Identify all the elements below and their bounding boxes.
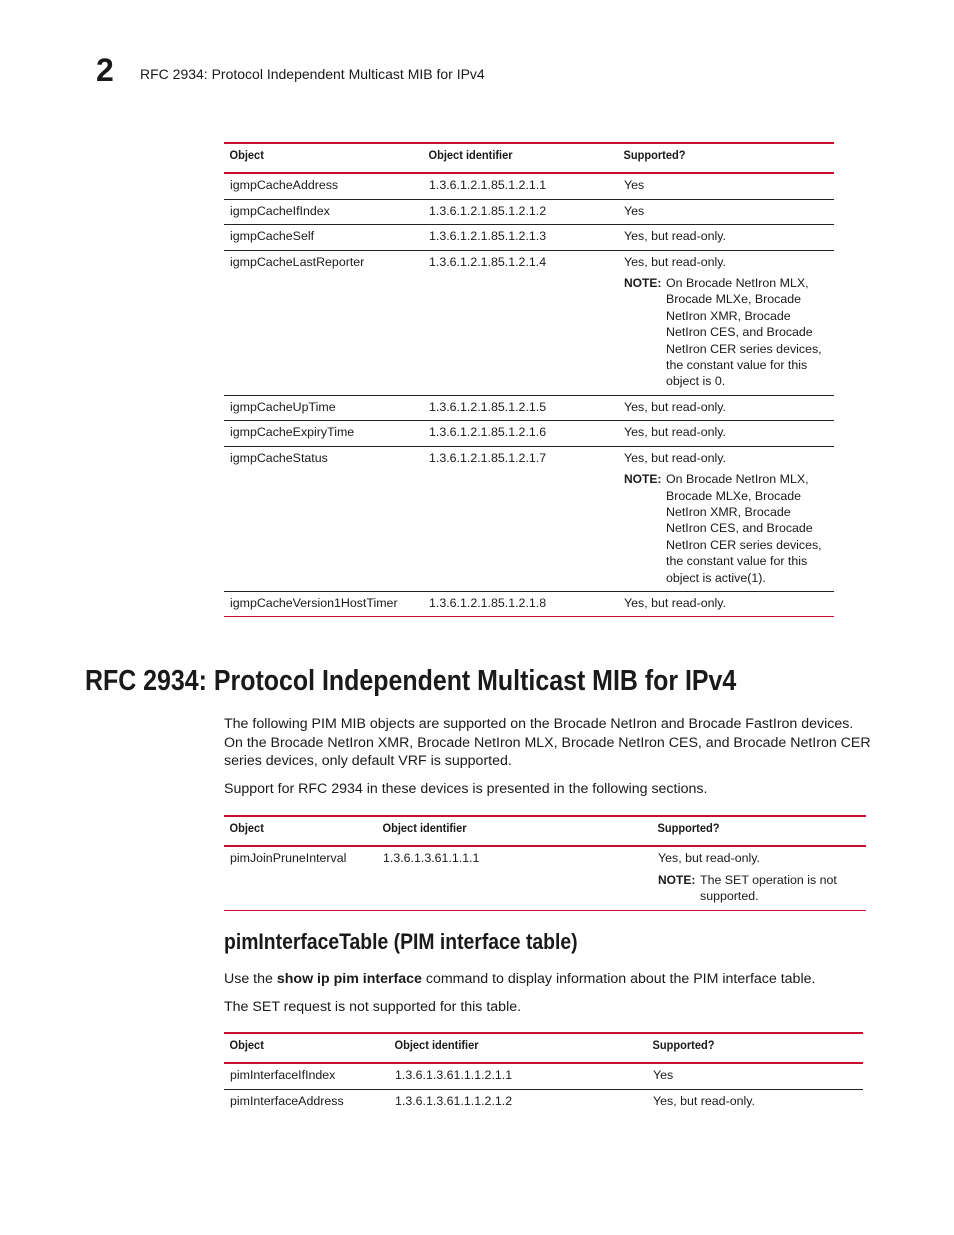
chapter-number: 2 bbox=[96, 52, 114, 88]
cell-supported: Yes bbox=[618, 173, 834, 199]
cell-object: pimInterfaceIfIndex bbox=[224, 1063, 389, 1089]
table-header-row bbox=[224, 816, 866, 846]
table-row bbox=[224, 250, 834, 395]
column-header-oid: Object identifier bbox=[423, 143, 602, 173]
cell-object: igmpCacheVersion1HostTimer bbox=[224, 591, 423, 616]
note-label: NOTE: bbox=[624, 276, 662, 291]
cell-oid: 1.3.6.1.2.1.85.1.2.1.7 bbox=[423, 446, 618, 591]
cell-oid: 1.3.6.1.3.61.1.1.2.1.1 bbox=[389, 1063, 647, 1089]
column-header-supported: Supported? bbox=[652, 816, 849, 846]
note-label: NOTE: bbox=[624, 472, 662, 487]
subsection-set-paragraph: The SET request is not supported for this table. bbox=[224, 999, 522, 1015]
cell-object: pimJoinPruneInterval bbox=[224, 846, 377, 910]
column-header-supported: Supported? bbox=[618, 143, 817, 173]
cell-oid: 1.3.6.1.2.1.85.1.2.1.6 bbox=[423, 421, 618, 446]
note-label: NOTE: bbox=[658, 872, 696, 887]
subsection-command-paragraph bbox=[224, 970, 874, 989]
table-row bbox=[224, 591, 834, 616]
cell-supported: Yes bbox=[618, 199, 834, 224]
supported-text: Yes, but read-only. bbox=[624, 450, 726, 465]
cell-object: pimInterfaceAddress bbox=[230, 1093, 344, 1108]
column-header-oid: Object identifier bbox=[377, 816, 630, 846]
cell-object: igmpCacheSelf bbox=[224, 225, 423, 250]
column-header-object: Object bbox=[224, 816, 365, 846]
table-row bbox=[224, 199, 834, 224]
cell-object: igmpCacheLastReporter bbox=[224, 250, 423, 395]
note bbox=[624, 471, 828, 586]
cell-supported: Yes, but read-only. bbox=[618, 421, 834, 446]
supported-text: Yes, but read-only. bbox=[624, 254, 726, 269]
command-suffix: command to display information about the PIM interface table. bbox=[421, 971, 816, 987]
table-row-last-visible bbox=[224, 1089, 863, 1114]
table-row bbox=[224, 421, 834, 446]
pim-join-prune-table bbox=[224, 815, 866, 911]
cell-oid: 1.3.6.1.3.61.1.1.2.1.2 bbox=[395, 1093, 513, 1108]
cell-oid: 1.3.6.1.2.1.85.1.2.1.2 bbox=[423, 199, 618, 224]
cell-supported: Yes, but read-only. bbox=[618, 395, 834, 420]
cell-supported: Yes, but read-only. bbox=[653, 1093, 755, 1108]
note-text: On Brocade NetIron MLX, Brocade MLXe, Brocade NetIron XMR, Brocade NetIron CES, and Brocade NetIron CER series devices, the constant value for this object is 0. bbox=[666, 276, 822, 389]
column-header-object: Object bbox=[224, 1033, 376, 1063]
cell-oid: 1.3.6.1.3.61.1.1.1 bbox=[377, 846, 652, 910]
table-row bbox=[224, 1063, 863, 1089]
cell-supported: Yes bbox=[647, 1063, 863, 1089]
cell-oid: 1.3.6.1.2.1.85.1.2.1.3 bbox=[423, 225, 618, 250]
command-name: show ip pim interface bbox=[276, 971, 422, 987]
column-header-oid: Object identifier bbox=[389, 1033, 626, 1063]
table-row bbox=[224, 225, 834, 250]
table-row bbox=[224, 173, 834, 199]
cell-oid: 1.3.6.1.2.1.85.1.2.1.4 bbox=[423, 250, 618, 395]
igmp-cache-table bbox=[224, 142, 834, 617]
cell-object: igmpCacheStatus bbox=[224, 446, 423, 591]
section-title: RFC 2934: Protocol Independent Multicast MIB for IPv4 bbox=[85, 665, 737, 697]
cell-oid: 1.3.6.1.2.1.85.1.2.1.1 bbox=[423, 173, 618, 199]
note bbox=[624, 275, 828, 390]
cell-object: igmpCacheExpiryTime bbox=[224, 421, 423, 446]
command-prefix: Use the bbox=[224, 971, 277, 987]
cell-supported bbox=[618, 250, 834, 395]
pim-interface-table bbox=[224, 1032, 863, 1114]
running-header-title: RFC 2934: Protocol Independent Multicast MIB for IPv4 bbox=[140, 66, 485, 82]
table-row bbox=[224, 395, 834, 420]
section-intro-paragraph: The following PIM MIB objects are supported on the Brocade NetIron and Brocade FastIron devices. On the Brocade NetIron XMR, Brocade NetIron MLX, Brocade NetIron CES, and Brocade NetIron CER series devices, only default VRF is supported. bbox=[224, 716, 871, 769]
section-support-paragraph: Support for RFC 2934 in these devices is presented in the following sections. bbox=[224, 781, 708, 797]
column-header-supported: Supported? bbox=[647, 1033, 846, 1063]
note-text: On Brocade NetIron MLX, Brocade MLXe, Brocade NetIron XMR, Brocade NetIron CES, and Brocade NetIron CER series devices, the constant value for this object is active(1). bbox=[666, 472, 822, 585]
cell-object: igmpCacheAddress bbox=[224, 173, 423, 199]
cell-object: igmpCacheIfIndex bbox=[224, 199, 423, 224]
cell-supported bbox=[618, 446, 834, 591]
table-row bbox=[224, 846, 866, 910]
cell-supported: Yes, but read-only. bbox=[618, 225, 834, 250]
note-text: The SET operation is not supported. bbox=[700, 872, 837, 904]
table-header-row bbox=[224, 1033, 863, 1063]
column-header-object: Object bbox=[224, 143, 407, 173]
table-row bbox=[224, 446, 834, 591]
cell-object: igmpCacheUpTime bbox=[224, 395, 423, 420]
supported-text: Yes, but read-only. bbox=[658, 851, 760, 866]
cell-supported bbox=[652, 846, 866, 910]
cell-oid: 1.3.6.1.2.1.85.1.2.1.8 bbox=[423, 591, 618, 616]
cell-supported: Yes, but read-only. bbox=[618, 591, 834, 616]
table-header-row bbox=[224, 143, 834, 173]
note bbox=[658, 872, 860, 905]
subsection-title: pimInterfaceTable (PIM interface table) bbox=[224, 929, 578, 954]
cell-oid: 1.3.6.1.2.1.85.1.2.1.5 bbox=[423, 395, 618, 420]
